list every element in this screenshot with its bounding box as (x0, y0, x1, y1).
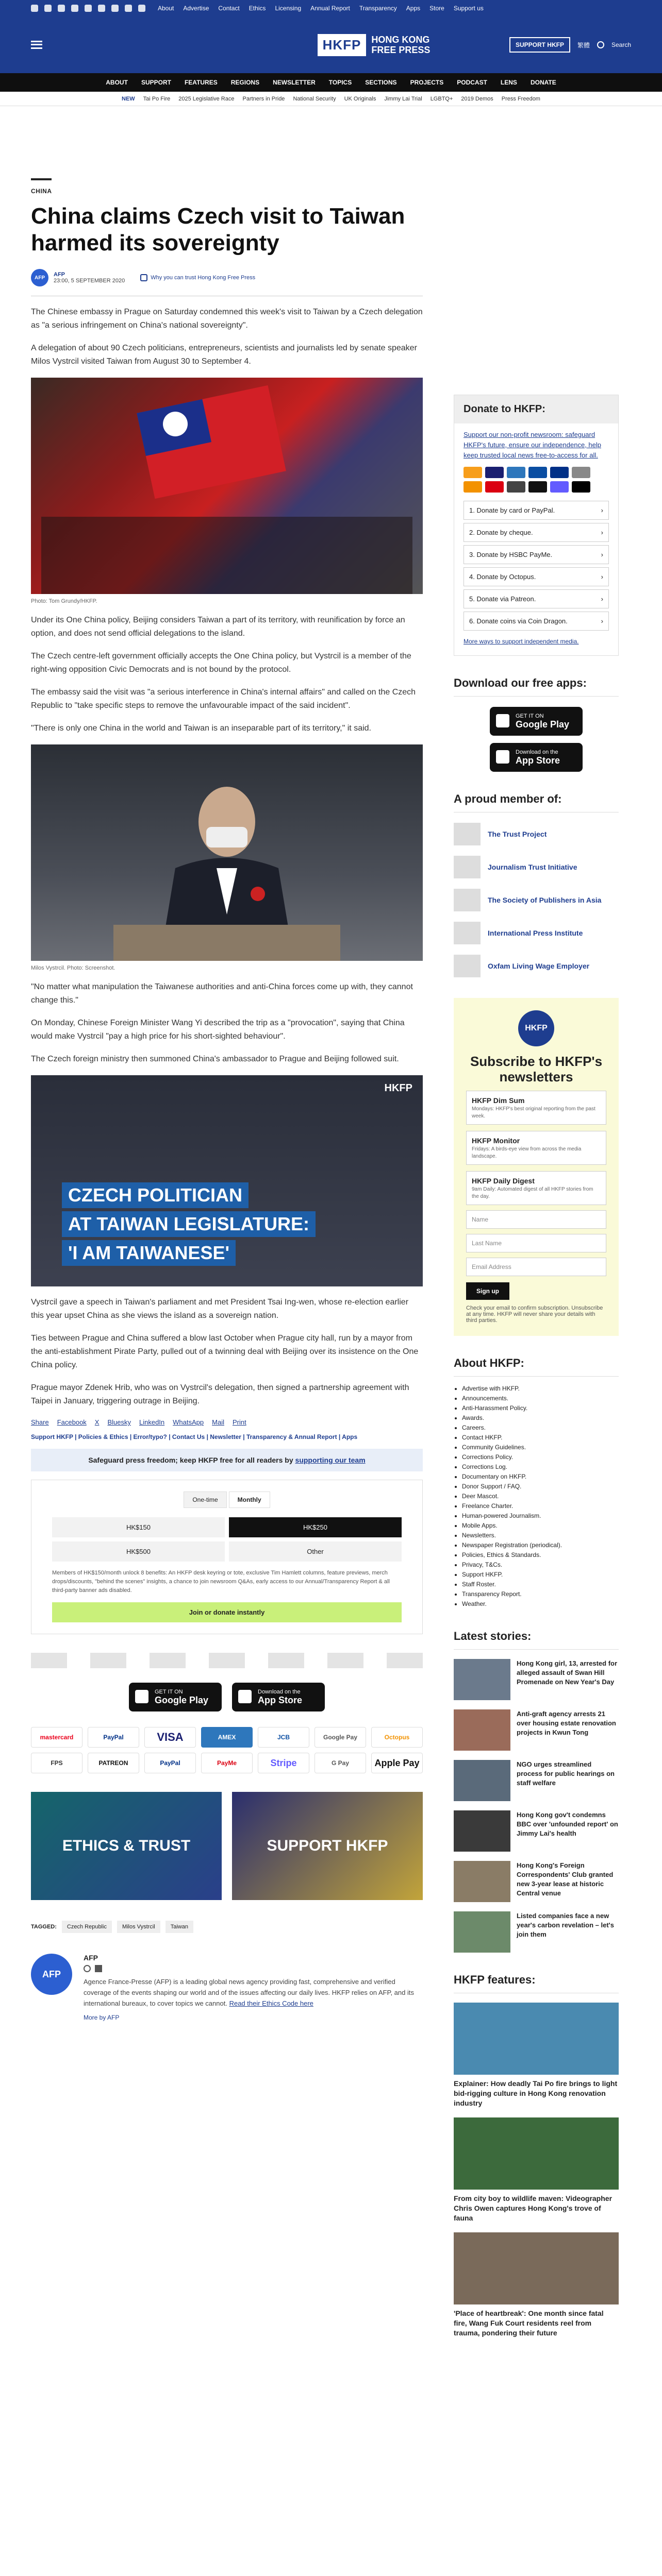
story-thumbnail (454, 1659, 510, 1700)
instagram-icon[interactable] (58, 5, 65, 12)
trust-label: Why you can trust Hong Kong Free Press (151, 275, 256, 281)
about-link[interactable]: • Newsletters. (462, 1531, 619, 1540)
story-title: Hong Kong's Foreign Correspondents' Club granted new 3-year lease at historic Central venue (517, 1861, 614, 1897)
trending-item[interactable]: Partners in Pride (242, 95, 285, 102)
support-hkfp-button[interactable]: SUPPORT HKFP (509, 37, 570, 53)
google-play-badge[interactable] (129, 1683, 222, 1711)
top-link-licensing[interactable]: Licensing (275, 5, 302, 12)
about-link[interactable]: • Human-powered Journalism. (462, 1511, 619, 1521)
chevron-right-icon: › (601, 595, 603, 603)
newsletter-desc: Fridays: A birds-eye view from across the media landscape. (472, 1146, 582, 1159)
amex-icon (507, 467, 525, 478)
trending-item[interactable]: UK Originals (344, 95, 376, 102)
safeguard-text: Safeguard press freedom; keep HKFP free for all readers by (88, 1456, 295, 1464)
site-logo[interactable] (318, 34, 431, 56)
feature-image (454, 2232, 619, 2304)
visa-icon (485, 467, 504, 478)
donate-option[interactable] (464, 545, 609, 564)
member-logo (454, 823, 481, 845)
photo-caption: Photo: Tom Grundy/HKFP. (31, 598, 97, 604)
chevron-right-icon: › (601, 551, 603, 558)
member-logo (454, 955, 481, 977)
trending-item[interactable]: Tai Po Fire (143, 95, 171, 102)
about-link[interactable]: • Advertise with HKFP. (462, 1384, 619, 1394)
share-print[interactable]: Print (232, 1418, 246, 1426)
safeguard-link[interactable]: supporting our team (295, 1456, 366, 1464)
embedded-video[interactable] (31, 1075, 423, 1286)
author-box-name[interactable]: AFP (84, 1954, 98, 1962)
author-bio: Agence France-Presse (AFP) is a leading global news agency providing fast, comprehensive and verified coverage of the events shaping our world and of the issues affecting our daily lives. HKFP relies on AFP, and its international bureaux, to cover topics we cannot. (84, 1978, 414, 2007)
story-thumbnail (454, 1709, 510, 1751)
octopus-icon (464, 481, 482, 493)
tag[interactable]: Czech Republic (62, 1921, 112, 1933)
patreon-icon (528, 481, 547, 493)
story-title: Listed companies face a new year's carbon revelation – let's join them (517, 1912, 614, 1938)
story-title: Hong Kong gov't condemns BBC over 'unfounded report' on Jimmy Lai's health (517, 1811, 618, 1837)
article-date: 23:00, 5 SEPTEMBER 2020 (54, 278, 125, 284)
octopus-icon[interactable]: Octopus (371, 1727, 423, 1748)
stripe-icon (550, 481, 569, 493)
paypal-icon[interactable]: PayPal (144, 1753, 196, 1773)
about-link[interactable]: • Transparency Report. (462, 1589, 619, 1599)
about-link[interactable]: • Policies, Ethics & Standards. (462, 1550, 619, 1560)
first-name-field[interactable]: Name (466, 1210, 606, 1229)
author-avatar[interactable]: AFP (31, 269, 48, 286)
feature-story[interactable] (454, 2117, 619, 2223)
trust-link[interactable] (140, 274, 255, 281)
member-logo (454, 889, 481, 911)
nav-podcast[interactable]: PODCAST (457, 79, 487, 86)
google-play-icon (496, 714, 509, 727)
donate-option-label: 4. Donate by Octopus. (469, 573, 536, 581)
feature-story[interactable] (454, 2232, 619, 2338)
mastercard-icon[interactable]: mastercard (31, 1727, 82, 1748)
top-link-advertise[interactable]: Advertise (183, 5, 209, 12)
google-play-badge[interactable] (490, 707, 583, 736)
top-link-transparency[interactable]: Transparency (359, 5, 397, 12)
apple-pay-icon (572, 481, 590, 493)
feature-image (454, 2117, 619, 2190)
newsletter-name: HKFP Monitor (472, 1137, 520, 1145)
badge-name: Google Play (516, 719, 570, 730)
tag[interactable]: Taiwan (166, 1921, 193, 1933)
paragraph: The Czech foreign ministry then summoned China's ambassador to Prague and Beijing followed suit. (31, 1055, 399, 1063)
facebook-icon[interactable] (31, 5, 38, 12)
feature-image (454, 2003, 619, 2075)
newsletter-note: Check your email to confirm subscription. Unsubscribe at any time. HKFP will never share your details with third parties. (466, 1305, 603, 1324)
trending-item[interactable]: 2025 Legislative Race (178, 95, 235, 102)
donate-panel (454, 395, 619, 656)
join-donate-button[interactable]: Join or donate instantly (52, 1602, 402, 1622)
about-list (454, 1384, 619, 1609)
chevron-right-icon: › (601, 573, 603, 581)
about-link[interactable]: • Mobile Apps. (462, 1521, 619, 1531)
patreon-icon[interactable]: PATREON (88, 1753, 139, 1773)
nav-topics[interactable]: TOPICS (328, 79, 352, 86)
tags-label: TAGGED: (31, 1924, 57, 1930)
story-title: Anti-graft agency arrests 21 over housing estate renovation projects in Kwun Tong (517, 1710, 616, 1736)
jti-logo[interactable] (90, 1653, 126, 1668)
paragraph: Ties between Prague and China suffered a blow last October when Prague city hall, run by a mayor from the anti-establishment Pirate Party, pulled out of a twinning deal with Beijing over its insistence on the One China policy. (31, 1334, 419, 1369)
story-thumbnail (454, 1861, 510, 1902)
donate-option[interactable] (464, 589, 609, 608)
paragraph: Prague mayor Zdenek Hrib, who was on Vystrcil's delegation, then signed a partnership agreement with Taipei in January, triggering outrage in Beijing. (31, 1383, 409, 1405)
bluesky-icon[interactable] (111, 5, 119, 12)
donate-option-label: 6. Donate coins via Coin Dragon. (469, 617, 568, 625)
top-link-apps[interactable]: Apps (406, 5, 421, 12)
author-name[interactable]: AFP (54, 272, 65, 278)
safeguard-banner (31, 1449, 423, 1471)
about-link[interactable]: • Careers. (462, 1423, 619, 1433)
search-icon[interactable] (597, 41, 604, 48)
latest-story[interactable] (454, 1760, 619, 1801)
rss-icon[interactable] (138, 5, 145, 12)
story-thumbnail (454, 1911, 510, 1953)
chevron-right-icon: › (601, 617, 603, 625)
amount-other[interactable]: Other (229, 1541, 402, 1562)
video-caption-line: 'I AM TAIWANESE' (62, 1240, 236, 1266)
paragraph: "There is only one China in the world and Taiwan is an inseparable part of its territory," it said. (31, 724, 371, 733)
one-time-toggle[interactable]: One-time (184, 1492, 226, 1508)
member-org[interactable] (454, 922, 619, 944)
share-facebook[interactable]: Facebook (57, 1418, 87, 1426)
latest-story[interactable] (454, 1810, 619, 1852)
fps-icon[interactable]: FPS (31, 1753, 82, 1773)
promo-banners (31, 1792, 423, 1900)
donate-option-label: 5. Donate via Patreon. (469, 595, 536, 603)
video-caption-line: CZECH POLITICIAN (62, 1182, 249, 1208)
trending-item[interactable]: Press Freedom (501, 95, 540, 102)
newsletter-desc: 9am Daily: Automated digest of all HKFP stories from the day. (472, 1187, 593, 1199)
threads-icon[interactable] (71, 5, 78, 12)
chevron-right-icon: › (601, 529, 603, 536)
about-link[interactable]: • Staff Roster. (462, 1580, 619, 1589)
donate-widget (31, 1480, 423, 1634)
member-logos-row (31, 1653, 423, 1668)
logo-line2: FREE PRESS (371, 45, 431, 55)
about-link[interactable]: • Corrections Log. (462, 1462, 619, 1472)
about-link[interactable]: • Documentary on HKFP. (462, 1472, 619, 1482)
top-link-contact[interactable]: Contact (218, 5, 240, 12)
support-promo[interactable]: SUPPORT HKFP (232, 1792, 423, 1900)
newsletter-desc: Mondays: HKFP's best original reporting from the past week. (472, 1106, 595, 1119)
sign-up-button[interactable]: Sign up (466, 1282, 509, 1300)
youtube-icon[interactable] (85, 5, 92, 12)
newsletter-option[interactable] (466, 1091, 606, 1125)
google-play-icon (135, 1690, 148, 1703)
about-link[interactable]: • Community Guidelines. (462, 1443, 619, 1452)
member-name: Oxfam Living Wage Employer (488, 962, 590, 970)
stripe-icon[interactable]: Stripe (258, 1753, 309, 1773)
nav-lens[interactable]: LENS (500, 79, 517, 86)
card-logos (454, 467, 618, 493)
hkfp-logo: HKFP (518, 1010, 554, 1046)
top-bar (0, 0, 662, 16)
trending-item[interactable]: LGBTQ+ (430, 95, 453, 102)
story-title: NGO urges streamlined process for public hearings on staff welfare (517, 1760, 615, 1787)
sopa-logo[interactable] (150, 1653, 186, 1668)
about-link[interactable]: • Donor Support / FAQ. (462, 1482, 619, 1492)
top-link-annual-report[interactable]: Annual Report (310, 5, 350, 12)
member-org[interactable] (454, 889, 619, 911)
feature-title: From city boy to wildlife maven: Videographer Chris Owen captures Hong Kong's trove of fauna (454, 2194, 613, 2222)
donate-option[interactable] (464, 567, 609, 586)
share-bar (31, 1418, 423, 1426)
about-link[interactable]: • Freelance Charter. (462, 1501, 619, 1511)
x-icon[interactable] (44, 5, 52, 12)
article-category[interactable]: CHINA (31, 188, 52, 195)
byline (31, 269, 423, 286)
nav-support[interactable]: SUPPORT (141, 79, 171, 86)
fps-icon (507, 481, 525, 493)
top-link-store[interactable]: Store (429, 5, 444, 12)
app-store-badge[interactable] (232, 1683, 325, 1711)
article-main (31, 106, 423, 2338)
visa-icon[interactable]: VISA (144, 1727, 196, 1748)
nav-projects[interactable]: PROJECTS (410, 79, 444, 86)
paragraph: The Czech centre-left government officially accepts the One China policy, but Vystrcil is a member of the right-wing opposition Civic Democrats and is not bound by the protocol. (31, 652, 411, 674)
about-link[interactable]: • Announcements. (462, 1394, 619, 1403)
donate-option[interactable] (464, 501, 609, 520)
about-title: About HKFP: (454, 1357, 619, 1377)
trust-project-logo[interactable] (31, 1653, 67, 1668)
mastercard-icon (464, 467, 482, 478)
article-title: China claims Czech visit to Taiwan harmed its sovereignty (31, 204, 405, 256)
donate-text[interactable]: Support our non-profit newsroom: safeguard HKFP's future, ensure our independence, help keep trusted local news free-to-access for all. (464, 431, 601, 459)
donate-option[interactable] (464, 523, 609, 542)
whatsapp-icon[interactable] (125, 5, 132, 12)
paypal-icon[interactable]: PayPal (88, 1727, 139, 1748)
about-link[interactable]: • Anti-Harassment Policy. (462, 1403, 619, 1413)
paragraph: The Chinese embassy in Prague on Saturday condemned this week's visit to Taiwan by a Czech delegation as "a serious infringement on China's national sovereignty". (31, 308, 423, 330)
nav-newsletter[interactable]: NEWSLETTER (273, 79, 316, 86)
oxfam-logo[interactable] (268, 1653, 304, 1668)
tag[interactable]: Milos Vystrcil (117, 1921, 160, 1933)
photo-caption: Milos Vystrcil. Photo: Screenshot. (31, 965, 115, 971)
about-link[interactable]: • Awards. (462, 1413, 619, 1423)
newsletter-signup (454, 998, 619, 1336)
member-logo (454, 922, 481, 944)
site-header (0, 16, 662, 73)
apps-title: Download our free apps: (454, 676, 619, 697)
top-link-about[interactable]: About (158, 5, 174, 12)
more-ways-link[interactable]: More ways to support independent media. (464, 638, 579, 645)
member-logo (454, 856, 481, 878)
about-link[interactable]: • Corrections Policy. (462, 1452, 619, 1462)
badge-name: App Store (258, 1694, 303, 1705)
share-linkedin[interactable]: LinkedIn (139, 1418, 165, 1426)
story-thumbnail (454, 1810, 510, 1852)
social-icons (31, 5, 145, 12)
support-links[interactable]: Support HKFP | Policies & Ethics | Error/typo? | Contact Us | Newsletter | Transparency & Annual Report | Apps (31, 1433, 358, 1440)
top-link-ethics[interactable]: Ethics (249, 5, 266, 12)
speaker-illustration (31, 744, 423, 961)
about-link[interactable]: • Support HKFP. (462, 1570, 619, 1580)
payme-icon[interactable]: PayMe (201, 1753, 253, 1773)
apple-icon (496, 750, 509, 764)
trending-item[interactable]: National Security (293, 95, 336, 102)
amex-icon[interactable]: AMEX (201, 1727, 253, 1748)
share-bluesky[interactable]: Bluesky (107, 1418, 131, 1426)
newsletter-title: Subscribe to HKFP's newsletters (470, 1054, 603, 1084)
more-by-author-link[interactable]: More by AFP (84, 2014, 120, 2021)
about-link[interactable]: • Contact HKFP. (462, 1433, 619, 1443)
latest-story[interactable] (454, 1659, 619, 1700)
paypal-icon (550, 467, 569, 478)
latest-story[interactable] (454, 1911, 619, 1953)
linkedin-icon[interactable] (98, 5, 105, 12)
feature-title: Explainer: How deadly Tai Po fire brings to light bid-rigging culture in Hong Kong renovation industry (454, 2079, 618, 2107)
google-pay-icon[interactable]: Google Pay (315, 1727, 366, 1748)
latest-story[interactable] (454, 1709, 619, 1751)
apple-pay-icon[interactable]: Apple Pay (371, 1753, 423, 1773)
nav-regions[interactable]: REGIONS (230, 79, 260, 86)
flag-illustration (31, 378, 423, 594)
app-badges (31, 1683, 423, 1711)
paragraph: A delegation of about 90 Czech politicians, entrepreneurs, scientists and journalists led by senate speaker Milos Vystrcil visited Taiwan from August 30 to September 4. (31, 344, 417, 366)
award-logo[interactable] (327, 1653, 363, 1668)
logo-box: HKFP (318, 34, 367, 56)
jcb-icon (528, 467, 547, 478)
member-name: Journalism Trust Initiative (488, 863, 577, 871)
share-x[interactable]: X (94, 1418, 100, 1426)
nav-sections[interactable]: SECTIONS (365, 79, 397, 86)
member-name: The Trust Project (488, 830, 547, 838)
feature-title: 'Place of heartbreak': One month since fatal fire, Wang Fuk Court residents reel from trauma, pondering their future (454, 2309, 604, 2337)
language-toggle[interactable]: 繁體 (577, 41, 590, 49)
menu-icon[interactable] (31, 41, 42, 49)
share-mail[interactable]: Mail (212, 1418, 224, 1426)
photo-taiwan-flags (31, 378, 423, 594)
tags-row (31, 1921, 423, 1933)
title-rule (31, 178, 52, 180)
author-box-avatar[interactable]: AFP (31, 1954, 72, 1995)
paragraph: Vystrcil gave a speech in Taiwan's parliament and met President Tsai Ing-wen, whose re-election earlier this year upset China as she views the island as a sovereign nation. (31, 1298, 409, 1320)
about-link[interactable]: • Deer Mascot. (462, 1492, 619, 1501)
payment-methods (31, 1727, 423, 1773)
trending-label: NEW (122, 95, 135, 102)
x-icon[interactable] (95, 1965, 102, 1972)
badge-name: App Store (516, 755, 560, 766)
member-title: A proud member of: (454, 792, 619, 812)
ethics-code-link[interactable]: Read their Ethics Code here (229, 1999, 313, 2007)
top-link-support[interactable]: Support us (453, 5, 484, 12)
award-logo[interactable] (387, 1653, 423, 1668)
story-title: Hong Kong girl, 13, arrested for alleged assault of Swan Hill Promenade on New Year's Day (517, 1659, 618, 1686)
member-org[interactable] (454, 823, 619, 845)
photo-milos-vystrcil (31, 744, 423, 961)
video-caption-line: AT TAIWAN LEGISLATURE: (62, 1211, 316, 1237)
newsletter-option[interactable] (466, 1131, 606, 1165)
member-name: The Society of Publishers in Asia (488, 896, 602, 904)
apple-icon (238, 1690, 252, 1703)
last-name-field[interactable]: Last Name (466, 1234, 606, 1252)
monthly-toggle[interactable]: Monthly (229, 1492, 270, 1508)
trust-icon (140, 274, 147, 281)
share-label: Share (31, 1418, 49, 1426)
member-name: International Press Institute (488, 929, 583, 937)
nav-about[interactable]: ABOUT (106, 79, 128, 86)
badge-name: Google Play (155, 1694, 209, 1705)
payme-icon (485, 481, 504, 493)
donate-option-label: 1. Donate by card or PayPal. (469, 506, 555, 514)
author-social-icons (84, 1965, 423, 1972)
jcb-icon[interactable]: JCB (258, 1727, 309, 1748)
donate-title: Donate to HKFP: (454, 395, 618, 423)
share-whatsapp[interactable]: WhatsApp (173, 1418, 204, 1426)
gpay-icon (572, 467, 590, 478)
gpay-icon[interactable]: G Pay (315, 1753, 366, 1773)
member-org[interactable] (454, 955, 619, 977)
member-org[interactable] (454, 856, 619, 878)
chevron-right-icon: › (601, 506, 603, 514)
badge-small: Download on the (516, 749, 558, 755)
about-link[interactable]: • Weather. (462, 1599, 619, 1609)
sidebar (454, 106, 619, 2338)
trending-item[interactable]: Jimmy Lai Trial (384, 95, 422, 102)
donate-option[interactable] (464, 612, 609, 631)
feature-story[interactable] (454, 2003, 619, 2108)
features-title: HKFP features: (454, 1973, 619, 1993)
badge-small: GET IT ON (155, 1688, 183, 1695)
ipi-logo[interactable] (209, 1653, 245, 1668)
ethics-promo[interactable]: ETHICS & TRUST (31, 1792, 222, 1900)
video-logo: HKFP (384, 1082, 412, 1094)
about-link[interactable]: • Privacy, T&Cs. (462, 1560, 619, 1570)
latest-title: Latest stories: (454, 1630, 619, 1650)
amount-option[interactable]: HK$150 (52, 1517, 225, 1537)
paragraph: The embassy said the visit was "a serious interference in China's internal affairs" and called on the Czech Republic to "take specific steps to remove the unfavourable impact of the said incident". (31, 688, 416, 710)
newsletter-name: HKFP Daily Digest (472, 1177, 535, 1185)
donate-option-label: 3. Donate by HSBC PayMe. (469, 551, 553, 558)
newsletter-name: HKFP Dim Sum (472, 1096, 525, 1105)
badge-small: GET IT ON (516, 713, 544, 719)
amount-option[interactable]: HK$500 (52, 1541, 225, 1562)
paragraph: On Monday, Chinese Foreign Minister Wang Yi described the trip as a "provocation", saying that China would make Vystrcil "pay a high price for his short-sighted behaviour". (31, 1019, 405, 1041)
badge-small: Download on the (258, 1688, 301, 1695)
nav-donate[interactable]: DONATE (530, 79, 556, 86)
member-benefits: Members of HK$150/month unlock 8 benefits: An HKFP desk keyring or tote, exclusive Tim Hamlett columns, feature previews, merch drops/discounts, "behind the scenes" insights, a chance to join newsroom Q&As, early access to our Annual/Transparency Report & all third-party banner ads disabled. (52, 1570, 390, 1594)
logo-line1: HONG KONG (371, 35, 430, 45)
app-store-badge[interactable] (490, 743, 583, 772)
globe-icon[interactable] (84, 1965, 91, 1972)
story-thumbnail (454, 1760, 510, 1801)
amount-option-selected[interactable]: HK$250 (229, 1517, 402, 1537)
latest-story[interactable] (454, 1861, 619, 1902)
donate-option-label: 2. Donate by cheque. (469, 529, 533, 536)
trending-bar (0, 92, 662, 106)
author-box (31, 1954, 423, 2021)
nav-features[interactable]: FEATURES (184, 79, 218, 86)
trending-item[interactable]: 2019 Demos (461, 95, 493, 102)
search-label[interactable]: Search (611, 41, 631, 48)
newsletter-option[interactable] (466, 1171, 606, 1205)
about-link[interactable]: • Newspaper Registration (periodical). (462, 1540, 619, 1550)
paragraph: Under its One China policy, Beijing considers Taiwan a part of its territory, with reunification by force an option, and does not send official delegations to the island. (31, 616, 405, 638)
email-field[interactable]: Email Address (466, 1258, 606, 1276)
main-nav (0, 73, 662, 92)
paragraph: "No matter what manipulation the Taiwanese authorities and anti-China forces come up with, they cannot change this." (31, 982, 413, 1005)
